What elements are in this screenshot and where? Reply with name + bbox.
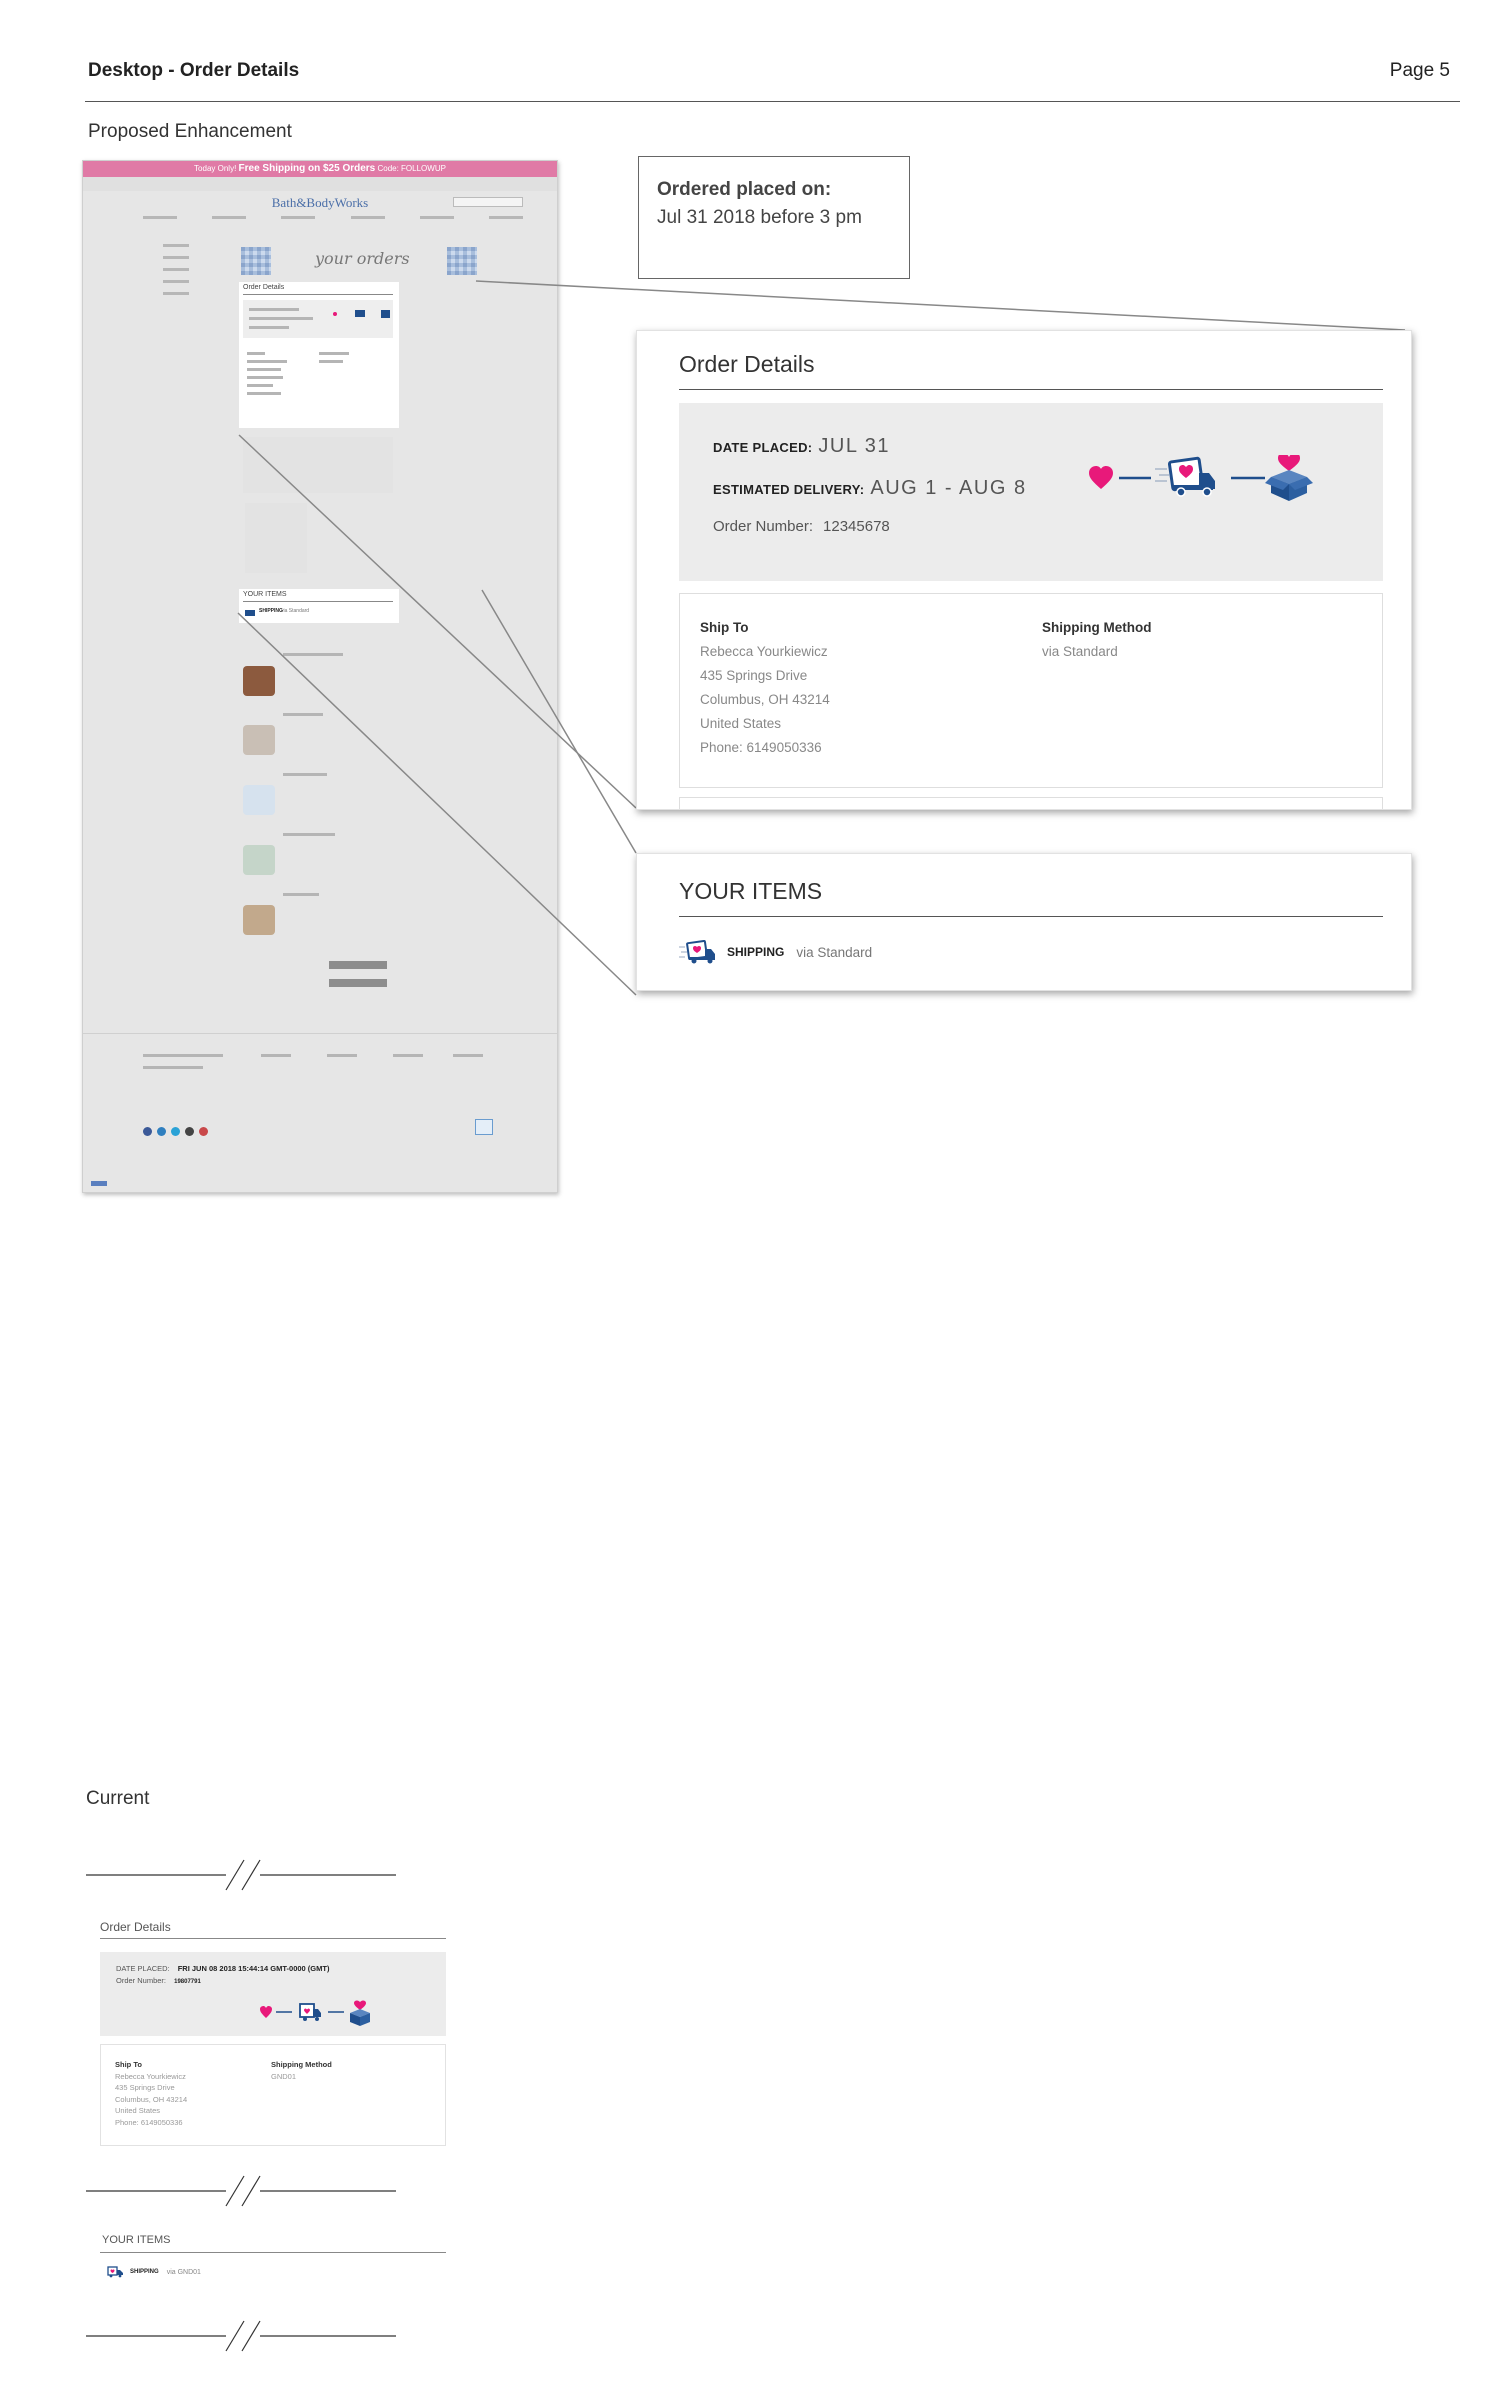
delivery-truck-icon bbox=[1155, 458, 1215, 496]
order-placed-callout bbox=[638, 156, 910, 279]
order-summary-box bbox=[679, 403, 1383, 581]
callout-title: Ordered placed on: bbox=[657, 179, 832, 200]
current-shipping-label: SHIPPING bbox=[130, 2269, 159, 2275]
current-label: Current bbox=[86, 1788, 150, 1809]
section-break-icon bbox=[86, 2316, 396, 2356]
section-break-icon bbox=[86, 1855, 396, 1895]
ship-to-phone: Phone: 6149050336 bbox=[700, 740, 822, 755]
document-title: Desktop - Order Details bbox=[88, 60, 300, 81]
proposed-label: Proposed Enhancement bbox=[88, 121, 292, 142]
current-shipping-method-value: GND01 bbox=[271, 2071, 297, 2081]
current-order-number-value: 19807791 bbox=[174, 1979, 201, 1985]
your-items-title: YOUR ITEMS bbox=[679, 878, 823, 904]
thumb-your-items: YOUR ITEMS SHIPPING via Standard bbox=[239, 589, 399, 623]
current-ship-to-name: Rebecca Yourkiewicz bbox=[115, 2071, 186, 2081]
next-section-edge bbox=[679, 797, 1383, 810]
title-divider bbox=[100, 1938, 446, 1939]
ship-to-country: United States bbox=[700, 716, 782, 731]
title-divider bbox=[679, 389, 1383, 390]
current-order-details bbox=[100, 1920, 446, 2150]
heart-icon bbox=[1089, 466, 1113, 489]
section-break-icon bbox=[86, 2171, 396, 2211]
ship-to-city: Columbus, OH 43214 bbox=[700, 692, 830, 707]
ship-to-heading: Ship To bbox=[700, 620, 749, 635]
current-your-items-title: YOUR ITEMS bbox=[102, 2234, 171, 2246]
current-date-placed-value: FRI JUN 08 2018 15:44:14 GMT-0000 (GMT) bbox=[177, 1964, 330, 1973]
current-progress-tracker bbox=[260, 2000, 390, 2030]
your-items-panel bbox=[636, 853, 1412, 991]
current-ship-to-city: Columbus, OH 43214 bbox=[115, 2094, 188, 2104]
current-shipping-via: via GND01 bbox=[166, 2268, 201, 2276]
current-order-summary-box bbox=[100, 1952, 446, 2036]
date-placed-label: DATE PLACED: bbox=[713, 440, 813, 455]
shipping-via: via Standard bbox=[796, 944, 873, 960]
current-shipping-truck-icon bbox=[106, 2266, 126, 2278]
current-ship-to-phone: Phone: 6149050336 bbox=[115, 2117, 183, 2127]
current-ship-to-street: 435 Springs Drive bbox=[115, 2083, 175, 2092]
delivery-progress-tracker bbox=[1089, 455, 1349, 515]
gift-box-heart-icon bbox=[1265, 455, 1313, 501]
ship-to-street: 435 Springs Drive bbox=[700, 668, 808, 683]
promo-banner: Today Only! Free Shipping on $25 Orders Code: FOLLOWUP bbox=[83, 161, 557, 177]
ship-to-column bbox=[700, 616, 830, 760]
current-order-number-label: Order Number: bbox=[116, 1976, 167, 1985]
shipping-method-value: via Standard bbox=[1042, 644, 1118, 659]
callout-text: Jul 31 2018 before 3 pm bbox=[657, 207, 862, 228]
order-number: Order Number: 12345678 bbox=[713, 518, 890, 535]
current-ship-to-heading: Ship To bbox=[115, 2060, 142, 2069]
order-number-value: 12345678 bbox=[823, 518, 890, 535]
current-shipping-info-box bbox=[100, 2044, 446, 2146]
current-your-items bbox=[102, 2234, 448, 2284]
shipping-info-box bbox=[679, 593, 1383, 788]
date-placed-value: JUL 31 bbox=[818, 435, 891, 457]
current-shipping-method-heading: Shipping Method bbox=[271, 2060, 332, 2069]
estimated-delivery-label: ESTIMATED DELIVERY: bbox=[713, 482, 865, 497]
estimated-delivery-value: AUG 1 - AUG 8 bbox=[870, 477, 1027, 499]
shipping-method-column bbox=[1042, 616, 1151, 664]
shipping-method-heading: Shipping Method bbox=[1042, 620, 1152, 635]
thumb-order-details: Order Details bbox=[239, 282, 399, 428]
shipping-truck-icon bbox=[679, 940, 721, 964]
order-details-title: Order Details bbox=[679, 351, 815, 377]
brand-logo: Bath&BodyWorks bbox=[271, 195, 369, 210]
current-date-placed-label: DATE PLACED: bbox=[116, 1964, 170, 1973]
title-divider bbox=[679, 916, 1383, 917]
order-details-panel bbox=[636, 330, 1412, 810]
page-number: Page 5 bbox=[1389, 60, 1450, 81]
title-divider bbox=[100, 2252, 446, 2253]
shipping-label: SHIPPING bbox=[727, 945, 785, 959]
ship-to-name: Rebecca Yourkiewicz bbox=[700, 644, 828, 659]
current-order-details-title: Order Details bbox=[100, 1920, 171, 1934]
your-orders-script: your orders bbox=[315, 249, 410, 268]
current-ship-to-country: United States bbox=[115, 2106, 161, 2115]
